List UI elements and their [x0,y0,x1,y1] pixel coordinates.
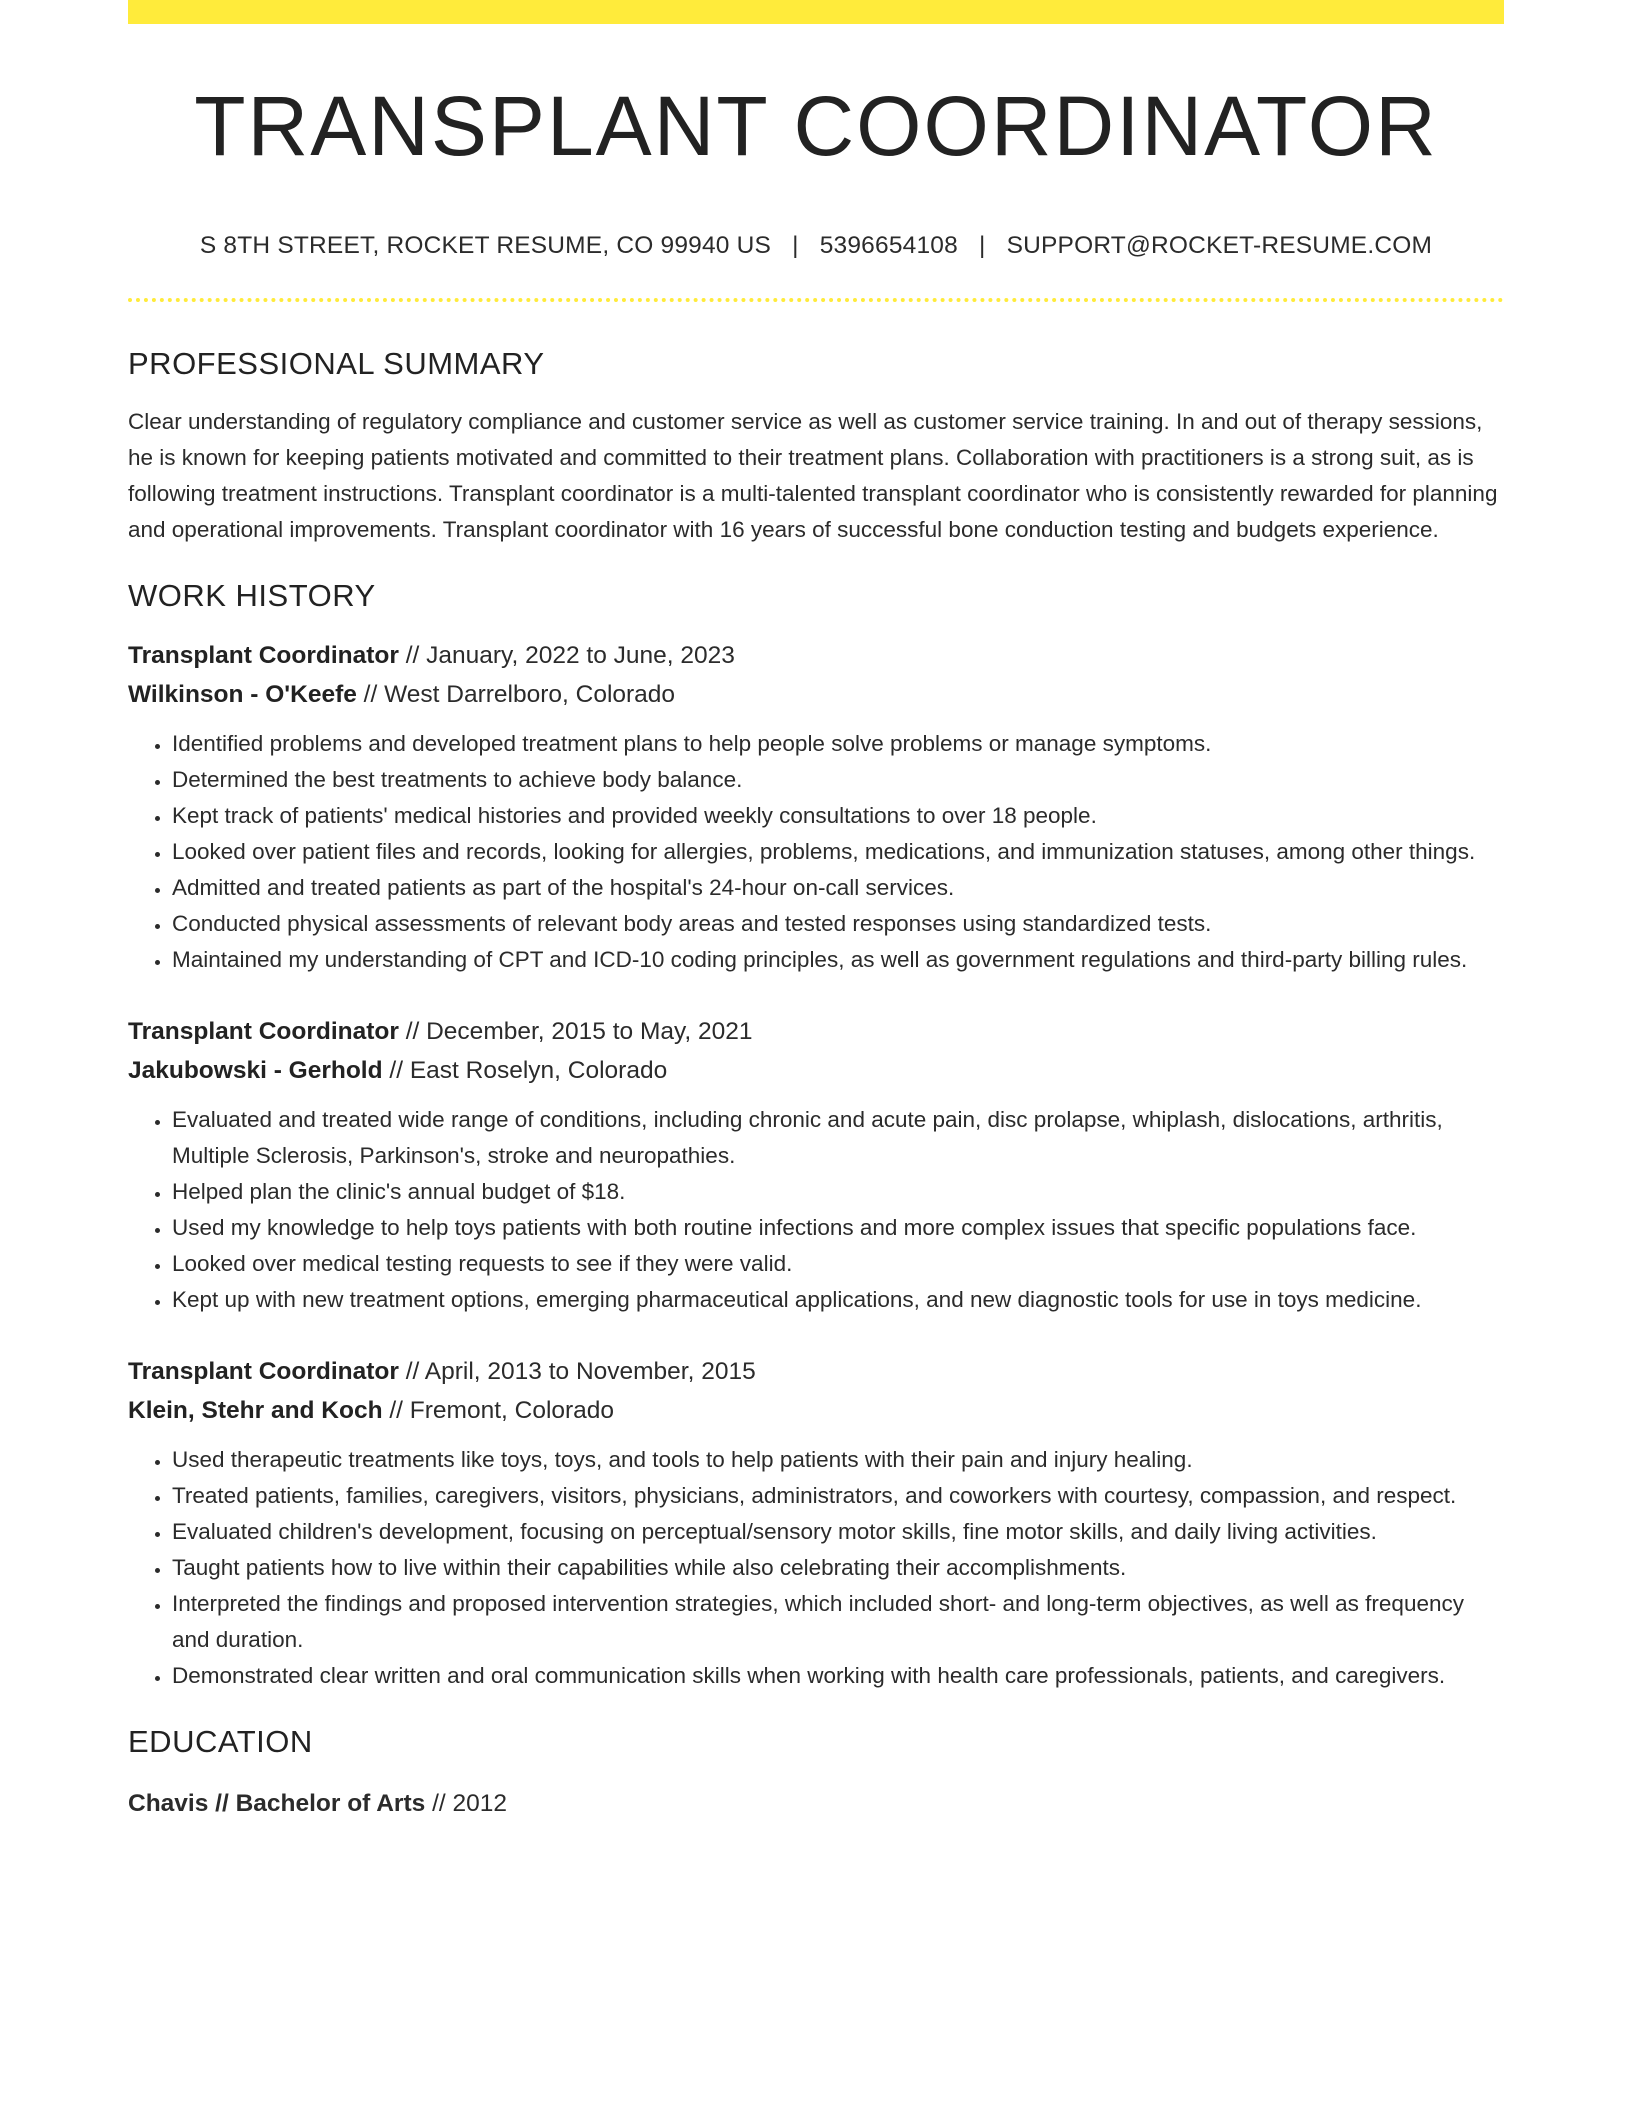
list-item: • Looked over medical testing requests to see if they were valid. [172,1246,1504,1282]
top-accent-bar [128,0,1504,24]
list-item: • Used my knowledge to help toys patients with both routine infections and more complex issues that specific populations face. [172,1210,1504,1246]
job-bullets [128,1102,1504,1318]
job-title: Transplant Coordinator [128,1358,399,1386]
job-title-line [128,1012,1504,1051]
list-item: • Evaluated children's development, focusing on perceptual/sensory motor skills, fine motor skills, and daily living activities. [172,1514,1504,1550]
job-title: Transplant Coordinator [128,1018,399,1046]
job-title-line [128,1352,1504,1391]
job-title: Transplant Coordinator [128,642,399,670]
resume-page [128,0,1504,1823]
contact-email: SUPPORT@ROCKET-RESUME.COM [1006,232,1433,260]
education-year: // 2012 [425,1790,507,1818]
job-company-line [128,1391,1504,1430]
education-entry [128,1784,1504,1823]
job-location: // Fremont, Colorado [382,1397,615,1425]
list-item: • Evaluated and treated wide range of conditions, including chronic and acute pain, disc prolapse, whiplash, dislocations, arthritis, Multiple Sclerosis, Parkinson's, stroke and neuropathies. [172,1102,1504,1174]
contact-separator: | [792,232,799,260]
job-company-line [128,1051,1504,1090]
job-entry [128,636,1504,978]
job-company-line [128,675,1504,714]
job-location: // West Darrelboro, Colorado [356,681,676,709]
education-degree: Chavis // Bachelor of Arts [128,1790,426,1818]
job-entry [128,1012,1504,1318]
list-item: • Interpreted the findings and proposed intervention strategies, which included short- and long-term objectives, as well as frequency and duration. [172,1586,1504,1658]
job-dates: // April, 2013 to November, 2015 [398,1358,756,1386]
job-entry [128,1352,1504,1694]
job-bullets [128,1442,1504,1694]
contact-address: S 8TH STREET, ROCKET RESUME, CO 99940 US [199,232,772,260]
job-location: // East Roselyn, Colorado [382,1057,668,1085]
contact-separator: | [978,232,986,260]
summary-heading: PROFESSIONAL SUMMARY [128,346,545,382]
job-bullets [128,726,1504,978]
contact-line [128,232,1504,260]
job-company: Wilkinson - O'Keefe [128,681,357,709]
list-item: • Conducted physical assessments of relevant body areas and tested responses using standardized tests. [172,906,1504,942]
list-item: • Looked over patient files and records, looking for allergies, problems, medications, and immunization statuses, among other things. [172,834,1504,870]
contact-phone: 5396654108 [819,232,958,260]
list-item: • Demonstrated clear written and oral communication skills when working with health care professionals, patients, and caregivers. [172,1658,1504,1694]
header-divider [128,298,1504,302]
list-item: • Helped plan the clinic's annual budget of $18. [172,1174,1504,1210]
education-heading: EDUCATION [128,1724,313,1760]
job-title-line [128,636,1504,675]
list-item: • Kept track of patients' medical histories and provided weekly consultations to over 18 people. [172,798,1504,834]
resume-title: TRANSPLANT COORDINATOR [194,79,1438,173]
list-item: • Identified problems and developed treatment plans to help people solve problems or manage symptoms. [172,726,1504,762]
work-history-heading: WORK HISTORY [128,578,376,614]
list-item: • Admitted and treated patients as part of the hospital's 24-hour on-call services. [172,870,1504,906]
summary-text: Clear understanding of regulatory compliance and customer service as well as customer service training. In and out of therapy sessions, he is known for keeping patients motivated and committed to their treatment plans. Collaboration with practitioners is a strong suit, as is following treatment instructions. Transplant coordinator is a multi-talented transplant coordinator who is consistently rewarded for planning and operational improvements. Transplant coordinator with 16 years of successful bone conduction testing and budgets experience. [128,409,1498,543]
list-item: • Kept up with new treatment options, emerging pharmaceutical applications, and new diagnostic tools for use in toys medicine. [172,1282,1504,1318]
list-item: • Used therapeutic treatments like toys, toys, and tools to help patients with their pain and injury healing. [172,1442,1504,1478]
job-company: Jakubowski - Gerhold [128,1057,383,1085]
job-dates: // January, 2022 to June, 2023 [398,642,735,670]
job-dates: // December, 2015 to May, 2021 [398,1018,753,1046]
list-item: • Taught patients how to live within their capabilities while also celebrating their accomplishments. [172,1550,1504,1586]
list-item: • Determined the best treatments to achieve body balance. [172,762,1504,798]
list-item: • Treated patients, families, caregivers, visitors, physicians, administrators, and coworkers with courtesy, compassion, and respect. [172,1478,1504,1514]
list-item: • Maintained my understanding of CPT and ICD-10 coding principles, as well as government regulations and third-party billing rules. [172,942,1504,978]
job-company: Klein, Stehr and Koch [128,1397,383,1425]
